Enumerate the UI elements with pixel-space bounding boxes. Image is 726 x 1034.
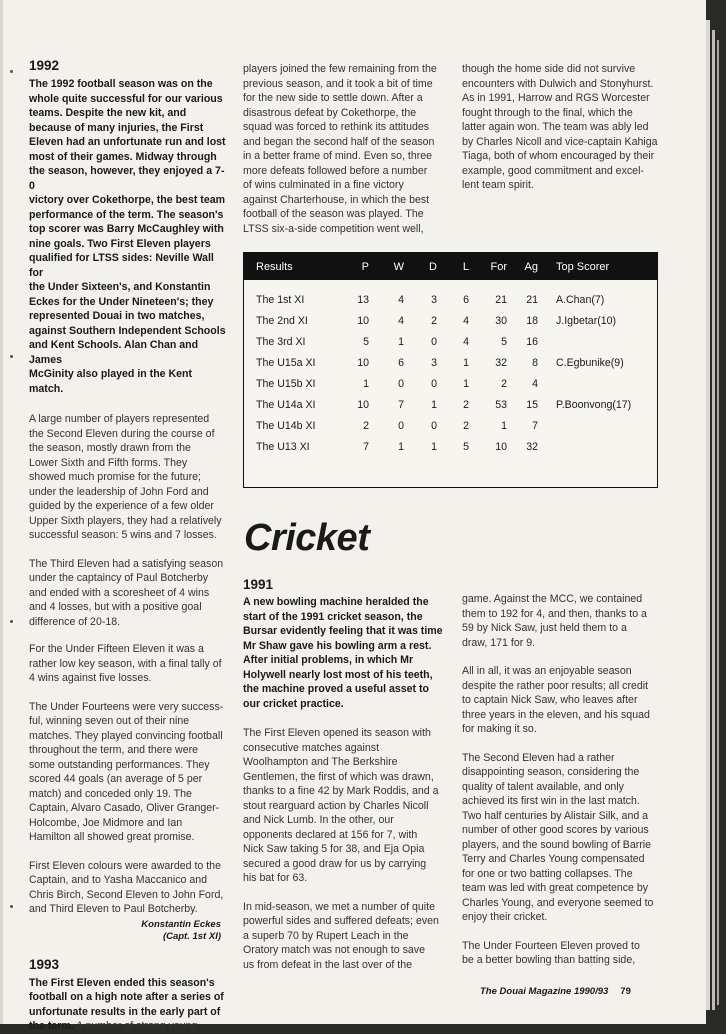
table-row [244, 415, 657, 436]
cricket-first-eleven-paragraph: The First Eleven opened its season with consecutive matches against Woolhampton and The Berkshire Gentlemen, the first of which was drawn, thanks to a fine 42 by Mark Roddis, and a stout rearguard action by Charles Nicoll and Nick Lumb. In the other, our opponents declared at 156 for 7, with Nick Saw taking 5 for 38, and Eja Opia secured a good draw for us by carrying his bat for 63. [243, 727, 439, 884]
cell-goals-against: 18 [526, 314, 538, 327]
cell-won: 1 [398, 440, 404, 453]
cell-goals-against: 21 [526, 293, 538, 306]
page-stack-edge [717, 40, 719, 1005]
heading-1993: 1993 [29, 956, 60, 972]
cell-team-name: The 1st XI [256, 293, 305, 306]
cell-lost: 6 [463, 293, 469, 306]
football-1993-bold: The First Eleven ended this season's football on a high note after a series of unfortunate results in the early part of the term. [29, 976, 224, 1032]
football-1993-continued: players joined the few remaining from the previous season, and it took a bit of time for the new side to settle down. After a disastrous defeat by Cokethorpe, the squad was forced to rethink its attitudes and began the second half of the season in a better frame of mind. Even so, three more defeats followed before a number of wins culminated in a fine victory against Charterhouse, in which the best football of the season was played. The LTSS six-a-side competition went well, [243, 63, 437, 235]
table-row [244, 310, 657, 331]
header-top-scorer: Top Scorer [556, 260, 610, 273]
table-row [244, 394, 657, 415]
page-binding-edge [0, 0, 3, 1024]
cell-lost: 1 [463, 356, 469, 369]
heading-1991: 1991 [243, 577, 274, 592]
cell-played: 10 [357, 356, 369, 369]
cricket-mcc-paragraph: game. Against the MCC, we contained them to 192 for 4, and then, thanks to a 59 by Nick Saw, just held them to a draw, 171 for 9. [462, 593, 647, 649]
cell-team-name: The U13 XI [256, 440, 310, 453]
second-eleven-paragraph: A large number of players represented the Second Eleven during the course of the season, mostly drawn from the Lower Sixth and Fifth forms. They showed much promise for the future; under the leadership of John Ford and guided by the experience of a few older Upper Sixth players, they had a relatively successful season: 5 wins and 7 losses. [29, 413, 222, 541]
colours-paragraph: First Eleven colours were awarded to the Captain, and to Yasha Maccanico and Chris Birch, Second Eleven to John Ford, and Third Eleven to Paul Botcherby. [29, 859, 224, 915]
cell-won: 4 [398, 293, 404, 306]
cell-goals-for: 10 [495, 440, 507, 453]
cell-played: 2 [363, 419, 369, 432]
cricket-middle-column [243, 577, 448, 972]
football-1993-paragraph [29, 976, 229, 1034]
cell-drawn: 1 [431, 440, 437, 453]
cell-won: 0 [398, 377, 404, 390]
table-row [244, 436, 657, 457]
table-row [244, 289, 657, 310]
under-fifteen-paragraph: For the Under Fifteen Eleven it was a rather low key season, with a final tally of 4 wins against five losses. [29, 643, 222, 684]
under-fourteen-paragraph: The Under Fourteens were very success- ful, winning seven out of their nine matches. They played convincing football throughout the term, and there were some outstanding performances. They scored 44 goals (an average of 5 per match) and conceded only 19. The Captain, Alvaro Casado, Oliver Granger- Holcombe, Joe Midmore and Ian Hamilton all showed great promise. [29, 700, 224, 843]
cell-won: 6 [398, 356, 404, 369]
table-row [244, 331, 657, 352]
magazine-name: The Douai Magazine 1990/93 [480, 986, 609, 997]
header-results: Results [256, 260, 293, 273]
header-against: Ag [524, 260, 538, 273]
middle-top-column [243, 62, 448, 236]
margin-mark [10, 355, 13, 358]
results-table [243, 252, 658, 488]
cell-played: 10 [357, 314, 369, 327]
header-lost: L [462, 260, 469, 273]
cell-team-name: The U15a XI [256, 356, 316, 369]
football-1992-paragraph: The 1992 football season was on the whole quite successful for our various teams. Despite the new kit, and because of many injuries, the First Eleven had an unfortunate run and lost most of their games. Midway through the season, however, they enjoyed a 7-0 victory over Cokethorpe, the best team performance of the term. The season's top scorer was Barry McCaughley with nine goals. Two First Eleven players qualified for LTSS sides: Neville Wall for the Under Sixteen's, and Konstantin Eckes for the Under Nineteen's; they represented Douai in two matches, against Southern Independent Schools and Kent Schools. Alan Chan and James McGinity also played in the Kent match. [29, 78, 226, 395]
cricket-mid-season-paragraph: In mid-season, we met a number of quite powerful sides and suffered defeats; even a superb 70 by Rupert Leach in the Oratory match was not enough to save us from defeat in the last over of the [243, 900, 439, 971]
page-number: 79 [620, 986, 631, 997]
cell-won: 4 [398, 314, 404, 327]
cell-won: 7 [398, 398, 404, 411]
cell-won: 0 [398, 419, 404, 432]
cricket-intro-paragraph: A new bowling machine heralded the start of the 1991 cricket season, the Bursar evidently feeling that it was time Mr Shaw gave his bowling arm a rest. After initial problems, in which Mr Holywell nearly lost most of his teeth, the machine proved a useful asset to our cricket practice. [243, 596, 443, 710]
cell-played: 1 [363, 377, 369, 390]
cell-drawn: 2 [431, 314, 437, 327]
left-column [29, 58, 229, 1034]
cell-goals-against: 16 [526, 335, 538, 348]
cell-lost: 5 [463, 440, 469, 453]
third-eleven-paragraph: The Third Eleven had a satisfying season under the captaincy of Paul Botcherby and ended with a scoresheet of 4 wins and 4 losses, but with a positive goal difference of 20-18. [29, 557, 224, 628]
page-stack-edge [712, 30, 715, 1010]
cell-goals-for: 30 [495, 314, 507, 327]
margin-mark [10, 620, 13, 623]
table-row [244, 352, 657, 373]
cell-drawn: 1 [431, 398, 437, 411]
results-table-header [244, 253, 657, 280]
cell-lost: 1 [463, 377, 469, 390]
football-1993-light: A number of strong young [76, 1020, 198, 1032]
cell-goals-against: 7 [532, 419, 538, 432]
heading-1992: 1992 [29, 58, 60, 73]
table-row [244, 373, 657, 394]
page-stack-edge [706, 20, 710, 1010]
cell-goals-for: 5 [501, 335, 507, 348]
cell-goals-for: 32 [495, 356, 507, 369]
header-played: P [361, 260, 369, 273]
cell-lost: 4 [463, 314, 469, 327]
cell-team-name: The 2nd XI [256, 314, 308, 327]
margin-mark [10, 70, 13, 73]
cricket-summary-paragraph: All in all, it was an enjoyable season despite the rather poor results; all credit to captain Nick Saw, who leaves after three years in the eleven, and his squad for making it so. [462, 665, 650, 735]
cell-lost: 2 [463, 419, 469, 432]
cell-goals-for: 53 [495, 398, 507, 411]
six-a-side-paragraph: though the home side did not survive encounters with Dulwich and Stonyhurst. As in 1991, Harrow and RGS Worcester fought through to the final, which the latter again won. The team was ably led by Charles Nicoll and vice-captain Kahiga Tiaga, both of whom encouraged by their example, good commitment and excel- lent team spirit. [462, 63, 658, 191]
cell-lost: 4 [463, 335, 469, 348]
cell-played: 10 [357, 398, 369, 411]
cricket-under-fourteen-paragraph: The Under Fourteen Eleven proved to be a better bowling than batting side, [462, 939, 640, 966]
cell-goals-for: 21 [495, 293, 507, 306]
cell-top-scorer: A.Chan(7) [556, 293, 605, 306]
cell-drawn: 0 [431, 377, 437, 390]
cell-team-name: The 3rd XI [256, 335, 306, 348]
cell-played: 13 [357, 293, 369, 306]
cricket-right-column [462, 592, 667, 968]
cell-top-scorer: P.Boonvong(17) [556, 398, 632, 411]
cell-played: 5 [363, 335, 369, 348]
cell-drawn: 0 [431, 419, 437, 432]
cell-team-name: The U15b XI [256, 377, 316, 390]
author-signature: Konstantin Eckes (Capt. 1st XI) [141, 918, 221, 942]
cell-drawn: 0 [431, 335, 437, 348]
cell-drawn: 3 [431, 356, 437, 369]
margin-mark [10, 905, 13, 908]
header-won: W [393, 260, 404, 273]
cell-played: 7 [363, 440, 369, 453]
header-for: For [490, 260, 507, 273]
cell-drawn: 3 [431, 293, 437, 306]
results-table-body [244, 280, 657, 457]
cell-team-name: The U14a XI [256, 398, 316, 411]
cell-team-name: The U14b XI [256, 419, 316, 432]
cell-goals-against: 15 [526, 398, 538, 411]
cell-top-scorer: J.Igbetar(10) [556, 314, 617, 327]
cell-goals-for: 2 [501, 377, 507, 390]
cell-top-scorer: C.Egbunike(9) [556, 356, 624, 369]
cricket-title: Cricket [244, 517, 370, 559]
cell-goals-against: 8 [532, 356, 538, 369]
cricket-second-eleven-paragraph: The Second Eleven had a rather disappointing season, considering the quality of talent available, and only achieved its first win in the last match. Two half centuries by Alistair Silk, and a number of other good scores by various players, and the sound bowling of Barrie Terry and Charles Young compensated for one or two batting collapses. The team was led with great competence by Charles Young, and everyone seemed to enjoy their cricket. [462, 751, 654, 923]
right-top-column [462, 62, 667, 193]
cell-goals-against: 4 [532, 377, 538, 390]
header-drawn: D [429, 260, 437, 273]
cell-won: 1 [398, 335, 404, 348]
cell-lost: 2 [463, 398, 469, 411]
cell-goals-against: 32 [526, 440, 538, 453]
page-footer [480, 986, 631, 997]
cell-goals-for: 1 [501, 419, 507, 432]
